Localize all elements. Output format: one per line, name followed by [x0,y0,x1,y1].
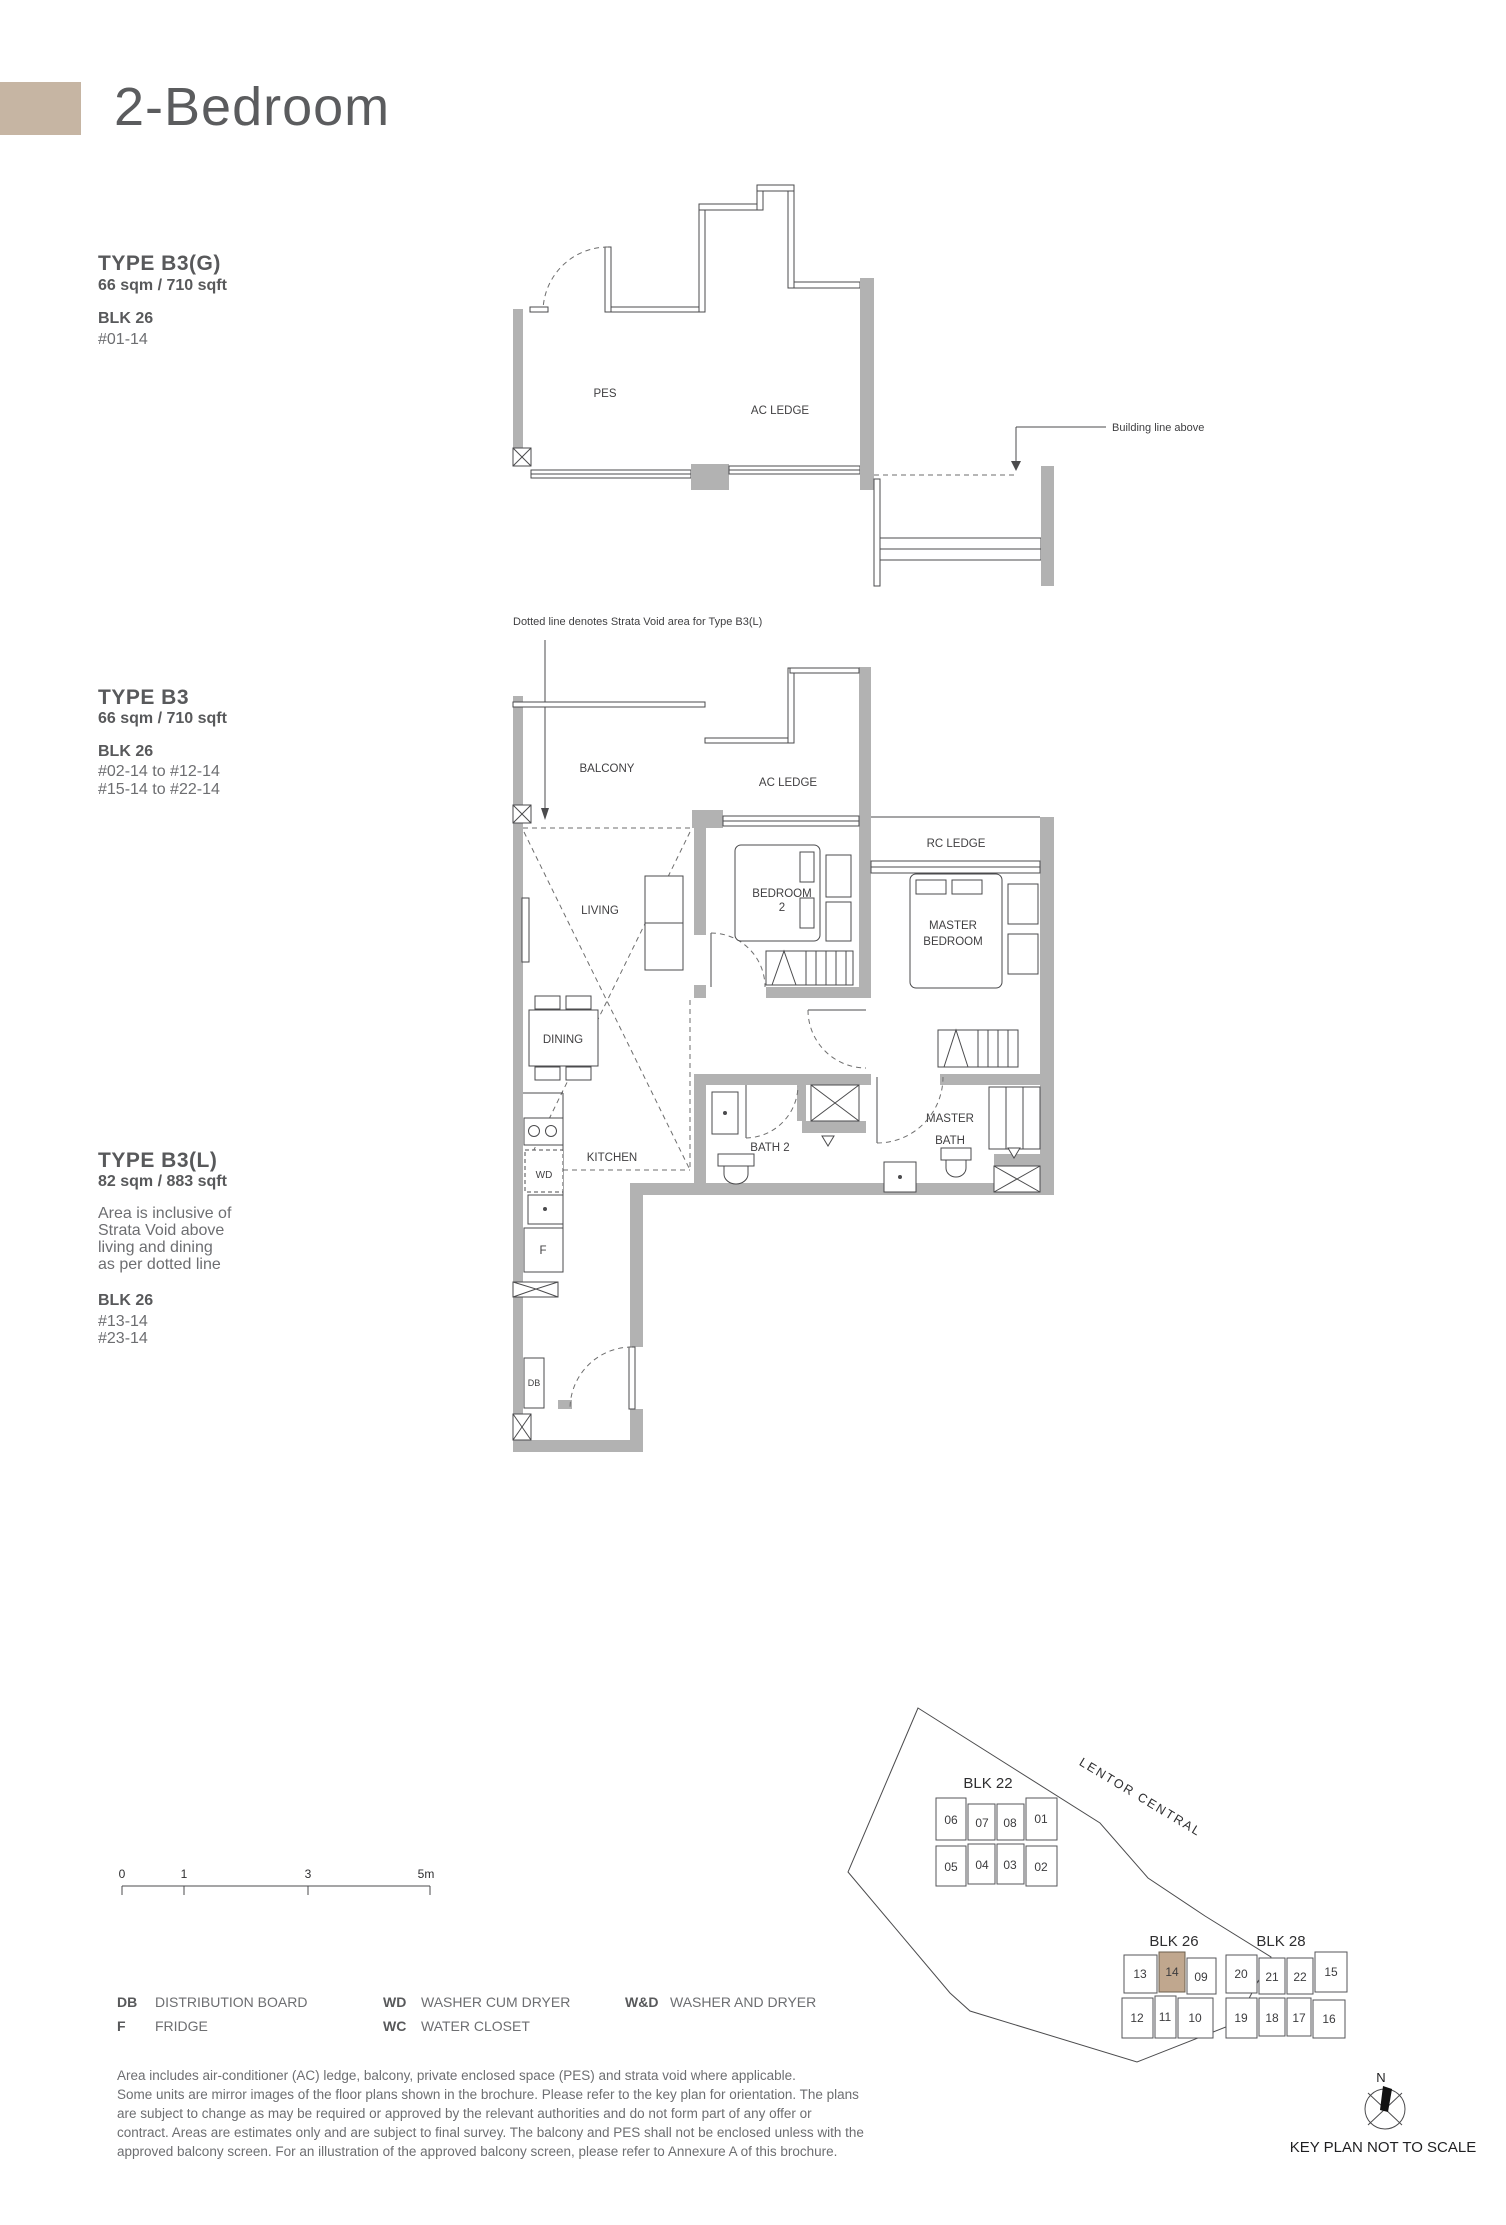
bath2-shower [811,1085,859,1146]
room-label-master-bath-1: MASTER [926,1113,974,1125]
legend-label-wd: WASHER CUM DRYER [421,1994,571,2010]
bath2-sink [712,1092,738,1134]
type-b3l-note-3: living and dining [98,1239,213,1256]
keyplan-unit-16: 16 [1322,2012,1336,2026]
type-b3-units-2: #15-14 to #22-14 [98,781,220,798]
keyplan-unit-06: 06 [944,1813,958,1827]
wall-box-icon [513,448,531,466]
pes-entry-door [543,247,611,312]
type-b3l-note-4: as per dotted line [98,1256,221,1273]
strata-void-leader [541,640,549,820]
keyplan-unit-21: 21 [1265,1970,1279,1984]
keyplan-unit-19: 19 [1234,2011,1248,2025]
disclaimer-line-3: are subject to change as may be required or approved by the relevant authorities and do not form part of any offer or [117,2106,812,2121]
keyplan-unit-09: 09 [1194,1970,1208,1984]
keyplan-block-28 [1226,1952,1347,2038]
legend-abbr-wandd: W&D [625,1994,659,2010]
keyplan-block-26 [1122,1952,1216,2038]
scale-tick-1: 1 [180,1867,188,1881]
floor-plan-main [505,634,1075,1460]
master-bath-toilet [941,1148,971,1177]
room-label-master-bath-2: BATH [935,1135,965,1147]
room-label-bedroom2-num: 2 [778,902,786,914]
keyplan-unit-02: 02 [1034,1860,1048,1874]
room-label-rc-ledge: RC LEDGE [926,838,986,850]
key-plan [828,1688,1506,2170]
wall-box-icon [513,1414,531,1440]
type-b3l-name: TYPE B3(L) [98,1149,218,1172]
legend-abbr-db: DB [117,1994,138,2010]
type-b3l-units-1: #13-14 [98,1313,148,1330]
room-label-master-1: MASTER [929,920,977,932]
type-b3l-note-1: Area is inclusive of [98,1205,232,1222]
pes-walls [513,307,729,490]
disclaimer-line-5: approved balcony screen. For an illustration of the approved balcony screen, please refer to Annexure A of this brochure. [117,2144,838,2159]
bath2-toilet [718,1154,754,1184]
keyplan-unit-22: 22 [1293,1970,1307,1984]
master-wardrobe [938,1030,1018,1067]
type-b3g-blk: BLK 26 [98,310,154,327]
entrance-door [570,1347,635,1409]
keyplan-unit-11: 11 [1158,2010,1172,2024]
lentor-central-road-label: LENTOR CENTRAL [1076,1755,1205,1840]
kitchen-sink [528,1195,563,1224]
type-b3l-note-2: Strata Void above [98,1222,225,1239]
building-line-label: Building line above [1112,422,1205,434]
type-b3g-area: 66 sqm / 710 sqft [98,277,227,294]
fixture-f-label: F [539,1245,547,1257]
type-b3g-unit: #01-14 [98,331,148,348]
keyplan-unit-07: 07 [975,1816,989,1830]
room-label-ac-ledge-top: AC LEDGE [750,405,810,417]
room-label-pes: PES [593,388,617,400]
legend-label-wc: WATER CLOSET [421,2018,530,2034]
type-b3g-name: TYPE B3(G) [98,252,221,275]
keyplan-unit-14: 14 [1165,1965,1179,1979]
bedroom2-wardrobe [766,951,853,985]
fixture-wd-label: WD [535,1170,553,1181]
fridge [524,1228,563,1272]
room-label-living: LIVING [581,905,619,917]
strata-void-annotation: Dotted line denotes Strata Void area for Type B3(L) [513,616,763,628]
master-bath-vanity [989,1087,1040,1149]
bath2-door [746,1085,798,1138]
disclaimer-line-1: Area includes air-conditioner (AC) ledge, balcony, private enclosed space (PES) and strata void where applicable. [117,2068,796,2083]
neighbour-structure [874,466,1054,586]
keyplan-unit-13: 13 [1133,1967,1147,1981]
scale-tick-5m: 5m [417,1867,435,1881]
legend-abbr-f: F [117,2018,126,2034]
disclaimer-line-4: contract. Areas are estimates only and are subject to final survey. The balcony and PES shall not be enclosed unless with the [117,2125,864,2140]
type-b3l-blk: BLK 26 [98,1292,154,1309]
room-label-bedroom2: BEDROOM [752,888,812,900]
type-b3l-area: 82 sqm / 883 sqft [98,1173,227,1190]
room-label-kitchen: KITCHEN [586,1152,638,1164]
master-bath-sink [884,1162,916,1192]
room-label-balcony: BALCONY [579,763,635,775]
accent-block [0,82,81,135]
keyplan-block-26-label: BLK 26 [1149,1933,1199,1950]
north-compass-icon [1365,2070,1405,2129]
keyplan-block-22 [936,1798,1057,1886]
distribution-board [524,1358,544,1408]
type-b3-units-1: #02-14 to #12-14 [98,763,220,780]
master-bedroom-door [808,1010,866,1068]
room-label-dining: DINING [542,1034,584,1046]
tv-console [522,898,529,962]
disclaimer [117,2066,864,2161]
keyplan-block-28-label: BLK 28 [1256,1933,1306,1950]
legend-label-f: FRIDGE [155,2018,208,2034]
keyplan-unit-05: 05 [944,1860,958,1874]
scale-tick-3: 3 [304,1867,312,1881]
master-bath-door [877,1077,943,1143]
keyplan-block-22-label: BLK 22 [963,1775,1013,1792]
north-label: N [1376,2070,1386,2085]
keyplan-unit-18: 18 [1265,2011,1279,2025]
scale-bar [110,1855,450,1915]
keyplan-unit-03: 03 [1003,1858,1017,1872]
keyplan-unit-20: 20 [1234,1967,1248,1981]
type-b3l-units-2: #23-14 [98,1330,148,1347]
room-label-bath2: BATH 2 [750,1142,790,1154]
vent-icon [513,1282,558,1297]
keyplan-unit-08: 08 [1003,1816,1017,1830]
type-b3-name: TYPE B3 [98,686,190,709]
type-b3-area: 66 sqm / 710 sqft [98,710,227,727]
fixture-db-label: DB [527,1378,541,1388]
washer-dryer [525,1150,563,1192]
keyplan-unit-15: 15 [1324,1965,1338,1979]
wall-box-icon [513,805,531,823]
legend-label-db: DISTRIBUTION BOARD [155,1994,308,2010]
scale-tick-0: 0 [118,1867,126,1881]
ac-ledge-walls-top [699,185,874,490]
keyplan-unit-12: 12 [1130,2011,1144,2025]
disclaimer-line-2: Some units are mirror images of the floor plans shown in the brochure. Please refer to the key plan for orientation. The plans [117,2087,859,2102]
stove [524,1118,563,1145]
type-b3-blk: BLK 26 [98,743,154,760]
floor-plan-top [500,170,1220,600]
keyplan-unit-10: 10 [1188,2011,1202,2025]
legend-label-wandd: WASHER AND DRYER [670,1994,817,2010]
sofa [645,876,683,970]
legend-abbr-wc: WC [383,2018,407,2034]
page-title: 2-Bedroom [114,77,391,137]
keyplan-unit-17: 17 [1292,2011,1306,2025]
building-line-above [874,422,1204,475]
room-label-master-2: BEDROOM [923,936,983,948]
keyplan-unit-04: 04 [975,1858,989,1872]
keyplan-unit-01: 01 [1034,1812,1048,1826]
room-label-ac-ledge: AC LEDGE [758,777,818,789]
keyplan-note: KEY PLAN NOT TO SCALE [1289,2139,1477,2156]
legend-abbr-wd: WD [383,1994,407,2010]
